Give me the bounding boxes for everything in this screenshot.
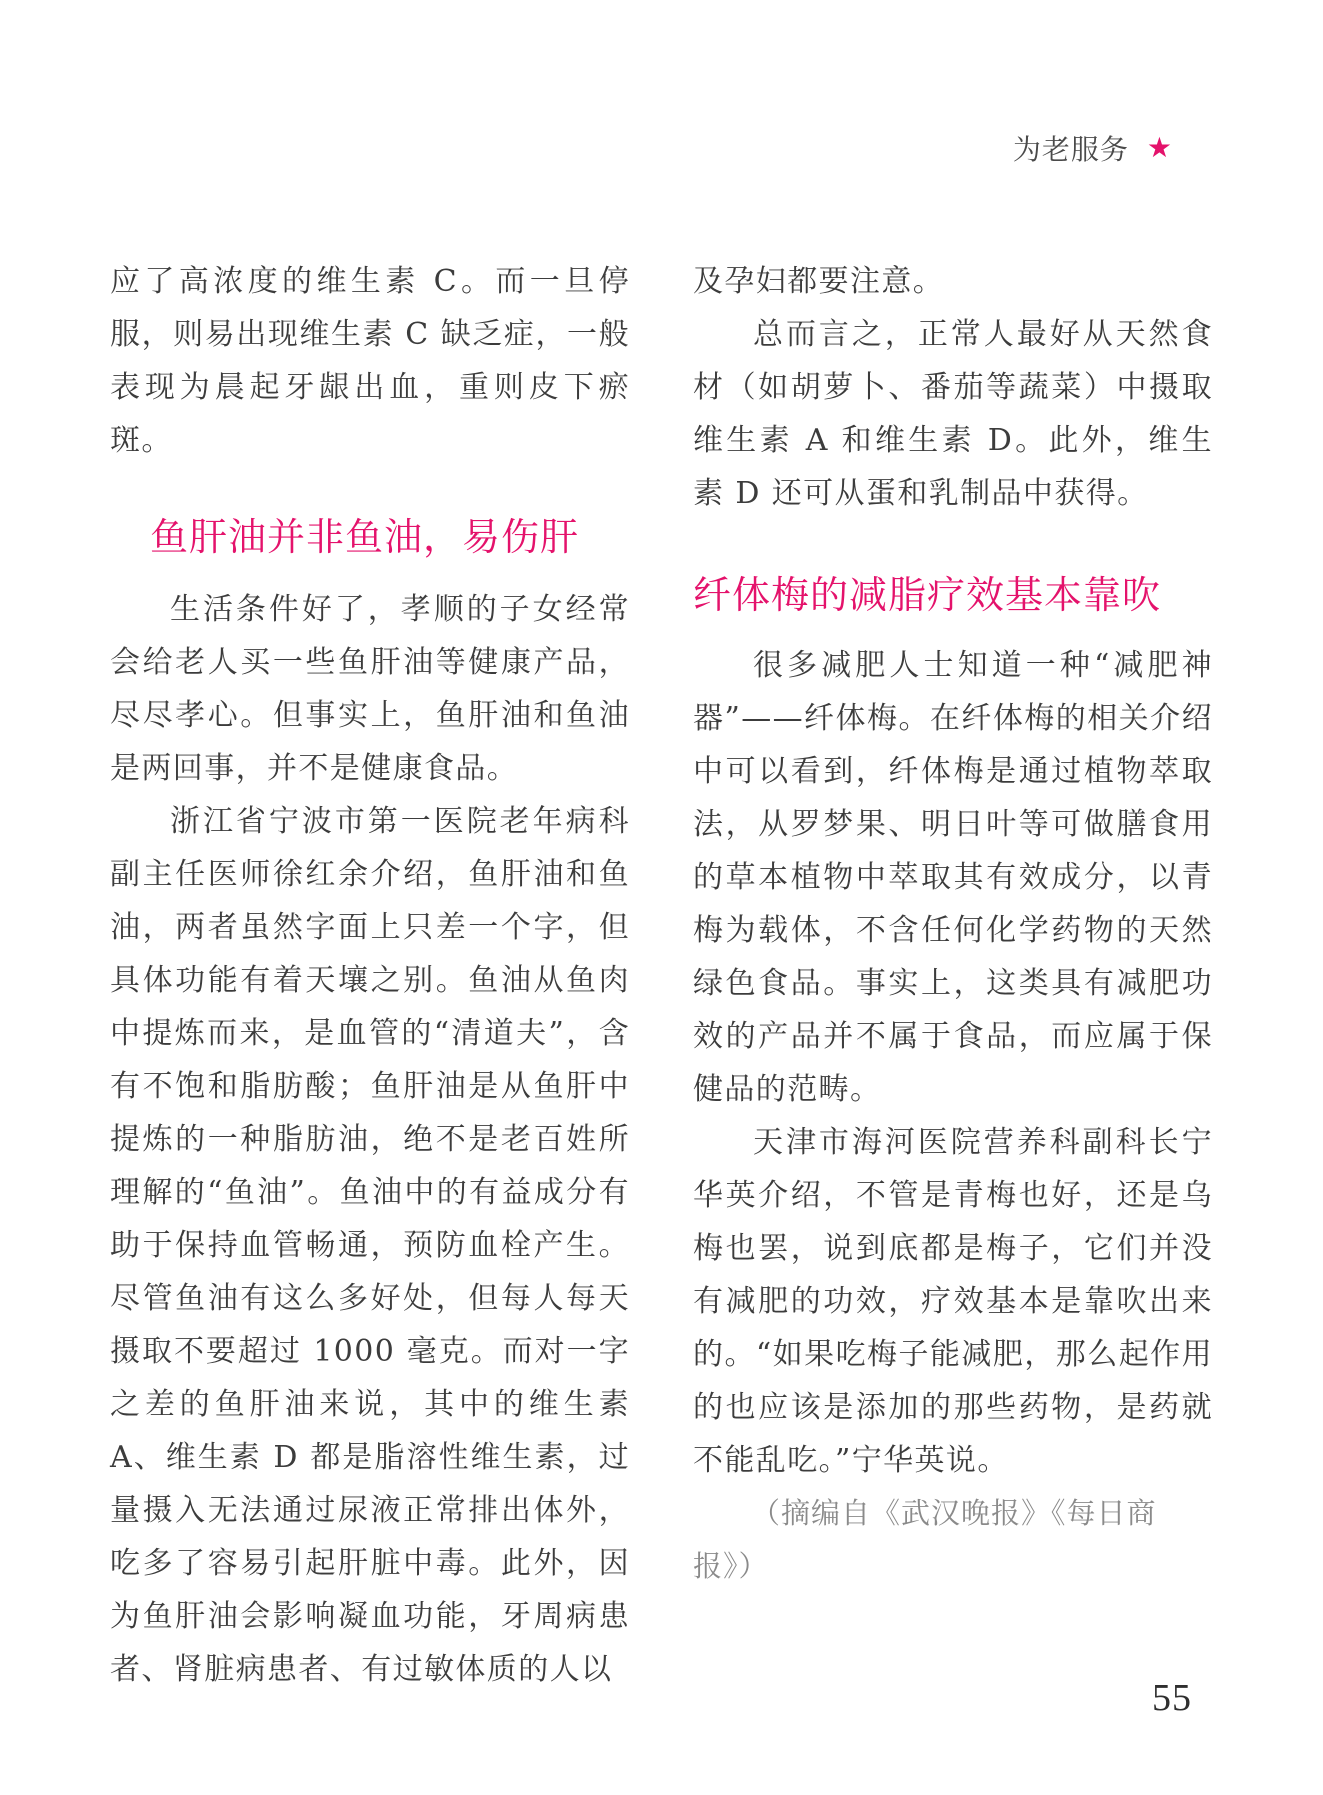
body-paragraph: 天津市海河医院营养科副科长宁华英介绍，不管是青梅也好，还是乌梅也罢，说到底都是梅子，它们并没有减肥的功效，疗效基本是靠吹出来的。“如果吃梅子能减肥，那么起作用的也应该是添加的那些药物，是药就不能乱吃。”宁华英说。: [693, 1125, 1213, 1478]
continued-paragraph: 应了高浓度的维生素 C。而一旦停服，则易出现维生素 C 缺乏症，一般表现为晨起牙龈出血，重则皮下瘀斑。: [110, 264, 630, 458]
section-heading-slimming-plum: 纤体梅的减脂疗效基本靠吹: [693, 573, 1162, 617]
section-label: 为老服务: [1012, 133, 1129, 166]
body-paragraph: 总而言之，正常人最好从天然食材（如胡萝卜、番茄等蔬菜）中摄取维生素 A 和维生素 D。此外，维生素 D 还可从蛋和乳制品中获得。: [693, 317, 1213, 511]
section-heading-fish-liver-oil: 鱼肝油并非鱼油，易伤肝: [150, 515, 580, 559]
continued-paragraph: 及孕妇都要注意。: [693, 264, 945, 299]
body-paragraph: 很多减肥人士知道一种“减肥神器”——纤体梅。在纤体梅的相关介绍中可以看到，纤体梅是通过植物萃取法，从罗梦果、明日叶等可做膳食用的草本植物中萃取其有效成分，以青梅为载体，不含任何化学药物的天然绿色食品。事实上，这类具有减肥功效的产品并不属于食品，而应属于保健品的范畴。: [693, 648, 1213, 1107]
running-header: [1013, 128, 1173, 168]
source-note: （摘编自《武汉晚报》《每日商报》）: [693, 1496, 1157, 1583]
star-icon: ★: [1146, 131, 1173, 164]
body-paragraph: 浙江省宁波市第一医院老年病科副主任医师徐红余介绍，鱼肝油和鱼油，两者虽然字面上只差一个字，但具体功能有着天壤之别。鱼油从鱼肉中提炼而来，是血管的“清道夫”，含有不饱和脂肪酸；鱼肝油是从鱼肝中提炼的一种脂肪油，绝不是老百姓所理解的“鱼油”。鱼油中的有益成分有助于保持血管畅通，预防血栓产生。尽管鱼油有这么多好处，但每人每天摄取不要超过 1000 毫克。而对一字之差的鱼肝油来说，其中的维生素 A、维生素 D 都是脂溶性维生素，过量摄入无法通过尿液正常排出体外，吃多了容易引起肝脏中毒。此外，因为鱼肝油会影响凝血功能，牙周病患者、肾脏病患者、有过敏体质的人以: [110, 804, 630, 1687]
left-column: [110, 255, 630, 1696]
body-paragraph: 生活条件好了，孝顺的子女经常会给老人买一些鱼肝油等健康产品，尽尽孝心。但事实上，鱼肝油和鱼油是两回事，并不是健康食品。: [110, 592, 630, 786]
right-column: [693, 255, 1213, 1593]
page-number: 55: [1152, 1677, 1192, 1719]
